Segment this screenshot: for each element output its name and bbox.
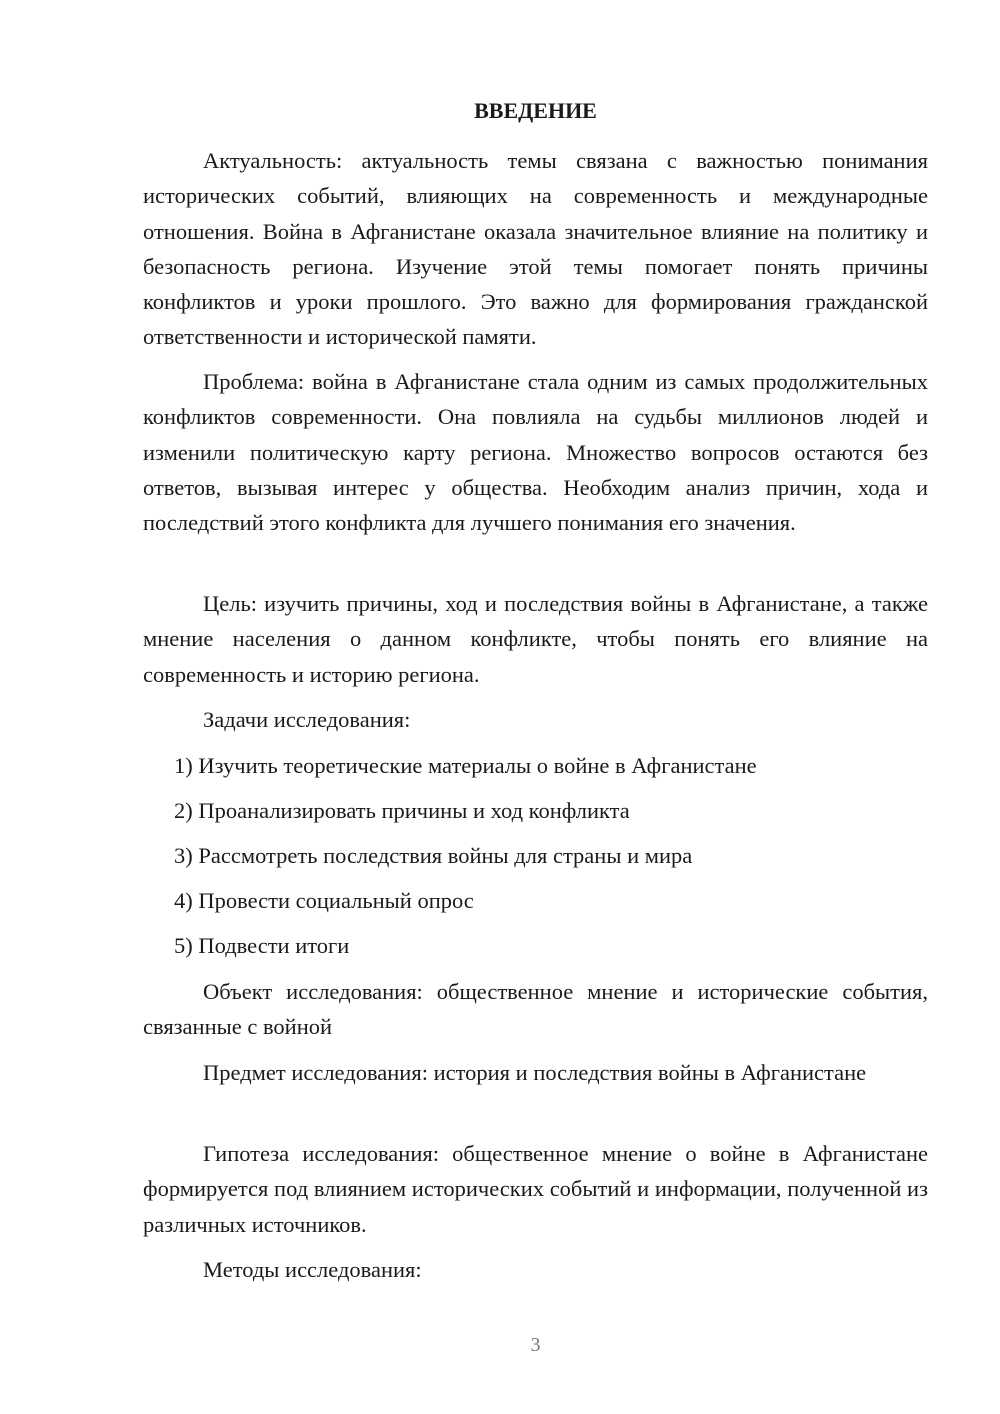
list-item: 3) Рассмотреть последствия войны для страны и мира	[174, 843, 693, 868]
relevance-paragraph: Актуальность: актуальность темы связана с важностью понимания исторических событий, влияющих на современность и международные отношения. Война в Афганистане оказала значительное влияние на политику и безопасность региона. Изучение этой темы помогает понять причины конфликтов и уроки прошлого. Это важно для формирования гражданской ответственности и исторической памяти.	[143, 148, 928, 350]
page-number: 3	[530, 1334, 541, 1356]
list-item: 1) Изучить теоретические материалы о войне в Афганистане	[174, 753, 757, 778]
list-item: 5) Подвести итоги	[174, 933, 350, 958]
tasks-heading: Задачи исследования:	[203, 707, 411, 732]
methods-heading: Методы исследования:	[203, 1257, 422, 1282]
page-title: ВВЕДЕНИЕ	[474, 98, 597, 123]
goal-paragraph: Цель: изучить причины, ход и последствия войны в Афганистане, а также мнение населения о данном конфликте, чтобы понять его влияние на современность и историю региона.	[143, 591, 928, 687]
hypothesis-paragraph: Гипотеза исследования: общественное мнение о войне в Афганистане формируется под влиянием исторических событий и информации, полученной из различных источников.	[143, 1141, 928, 1237]
list-item: 4) Провести социальный опрос	[174, 888, 474, 913]
problem-paragraph: Проблема: война в Афганистане стала одним из самых продолжительных конфликтов современности. Она повлияла на судьбы миллионов людей и изменили политическую карту региона. Множество вопросов остаются без ответов, вызывая интерес у общества. Необходим анализ причин, хода и последствий этого конфликта для лучшего понимания его значения.	[143, 369, 928, 536]
subject-paragraph: Предмет исследования: история и последствия войны в Афганистане	[203, 1060, 867, 1085]
list-item: 2) Проанализировать причины и ход конфликта	[174, 798, 630, 823]
object-paragraph: Объект исследования: общественное мнение и исторические события, связанные с войной	[143, 979, 928, 1040]
